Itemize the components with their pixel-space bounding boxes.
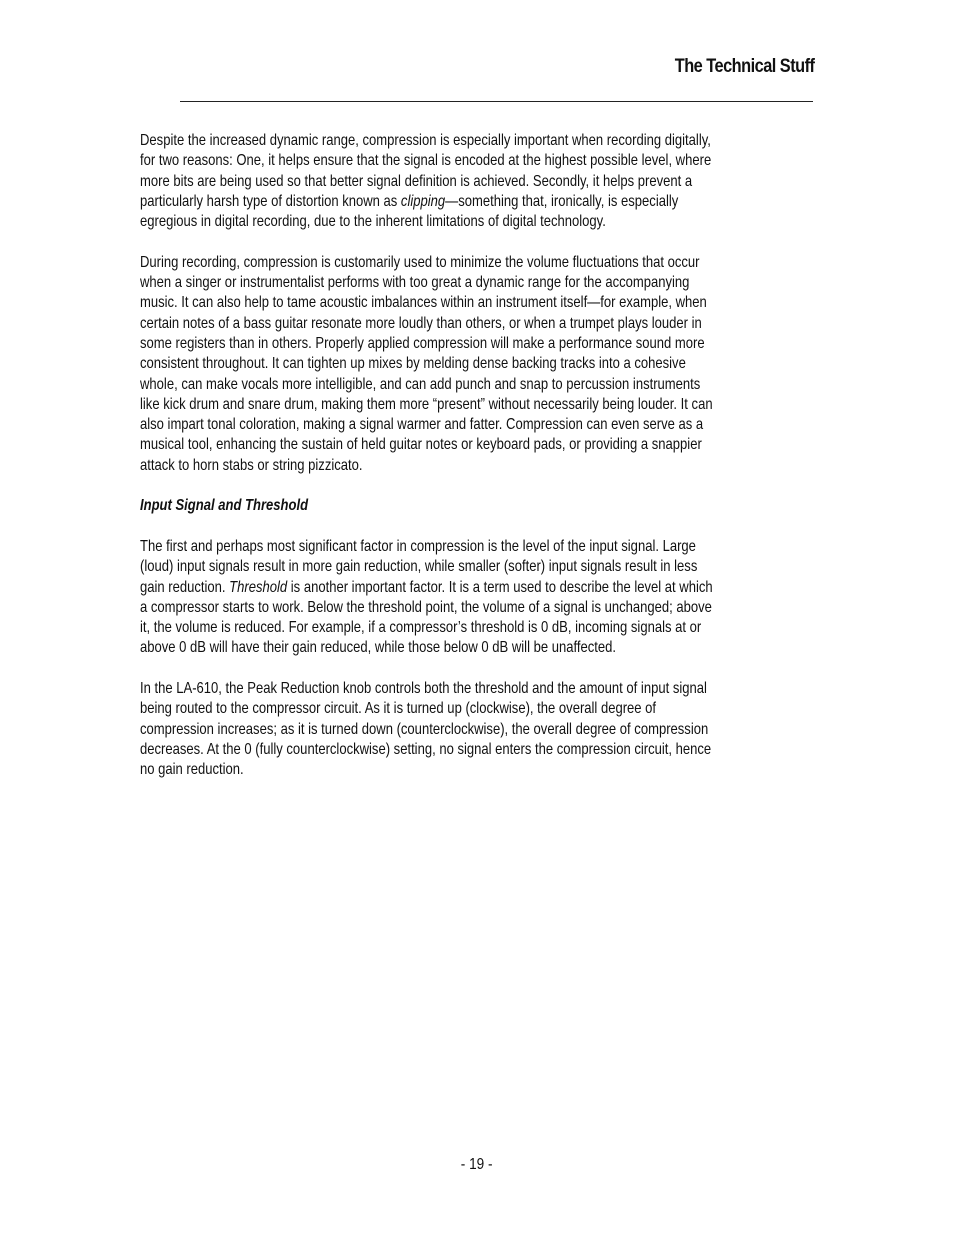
text-line: (loud) input signals result in more gain reduction, while smaller (softer) input signals result in less <box>140 558 698 576</box>
text-line: The first and perhaps most significant factor in compression is the level of the input signal. Large <box>140 537 696 555</box>
text-run: is another important factor. It is a term used to describe the level at which <box>287 578 713 596</box>
text-line: consistent throughout. It can tighten up mixes by melding dense backing tracks into a cohesive <box>140 355 686 373</box>
emphasis-threshold: Threshold <box>229 578 288 596</box>
emphasis-clipping: clipping <box>400 192 446 210</box>
text-line: egregious in digital recording, due to the inherent limitations of digital technology. <box>140 213 606 231</box>
text-run: —something that, ironically, is especially <box>445 192 679 210</box>
text-line: some registers than in others. Properly applied compression will make a performance sound more <box>140 334 705 352</box>
text-line: a compressor starts to work. Below the threshold point, the volume of a signal is unchanged; above <box>140 598 712 616</box>
text-line: it, the volume is reduced. For example, if a compressor’s threshold is 0 dB, incoming signals at or <box>140 619 702 637</box>
text-line: no gain reduction. <box>140 761 244 779</box>
page-number <box>0 1156 954 1174</box>
text-line: when a singer or instrumentalist performs with too great a dynamic range for the accompanying <box>140 274 690 292</box>
page-number-text: - 19 - <box>461 1156 493 1173</box>
text-run: gain reduction. <box>140 578 230 596</box>
text-line: whole, can make vocals more intelligible, and can add punch and snap to percussion instruments <box>140 375 701 393</box>
text-line: music. It can also help to tame acoustic imbalances within an instrument itself—for example, when <box>140 294 707 312</box>
text-line: like kick drum and snare drum, making them more “present” without necessarily being louder. It can <box>140 395 713 413</box>
subheading-text: Input Signal and Threshold <box>140 497 309 515</box>
text-line: above 0 dB will have their gain reduced, while those below 0 dB will be unaffected. <box>140 639 617 657</box>
paragraph-digital-compression <box>140 131 810 232</box>
paragraph-input-threshold <box>140 537 810 659</box>
running-header-title: The Technical Stuff <box>674 56 814 77</box>
text-line: decreases. At the 0 (fully counterclockwise) setting, no signal enters the compression circuit, hence <box>140 740 712 758</box>
text-line: certain notes of a bass guitar resonate more loudly than others, or when a trumpet plays louder in <box>140 314 702 332</box>
text-run: particularly harsh type of distortion known as <box>140 192 401 210</box>
header-divider <box>180 101 813 102</box>
text-line: for two reasons: One, it helps ensure that the signal is encoded at the highest possible level, where <box>140 152 712 170</box>
section-subheading <box>140 496 810 516</box>
text-line: more bits are being used so that better signal definition is achieved. Secondly, it helps prevent a <box>140 172 693 190</box>
paragraph-peak-reduction <box>140 679 810 780</box>
text-line: Despite the increased dynamic range, compression is especially important when recording digitally, <box>140 132 711 149</box>
text-line: musical tool, enhancing the sustain of held guitar notes or keyboard pads, or providing a snappier <box>140 436 702 454</box>
text-line: In the LA-610, the Peak Reduction knob controls both the threshold and the amount of input signal <box>140 680 707 698</box>
body-content <box>140 131 810 801</box>
text-line <box>140 578 713 598</box>
text-line <box>140 192 686 212</box>
paragraph-recording-compression <box>140 253 810 476</box>
text-line: During recording, compression is customarily used to minimize the volume fluctuations that occur <box>140 253 700 271</box>
text-line: also impart tonal coloration, making a signal warmer and fatter. Compression can even serve as a <box>140 416 704 434</box>
text-line: being routed to the compressor circuit. As it is turned up (clockwise), the overall degree of <box>140 700 657 718</box>
text-line: compression increases; as it is turned down (counterclockwise), the overall degree of compression <box>140 720 709 738</box>
text-line: attack to horn stabs or string pizzicato. <box>140 456 363 474</box>
